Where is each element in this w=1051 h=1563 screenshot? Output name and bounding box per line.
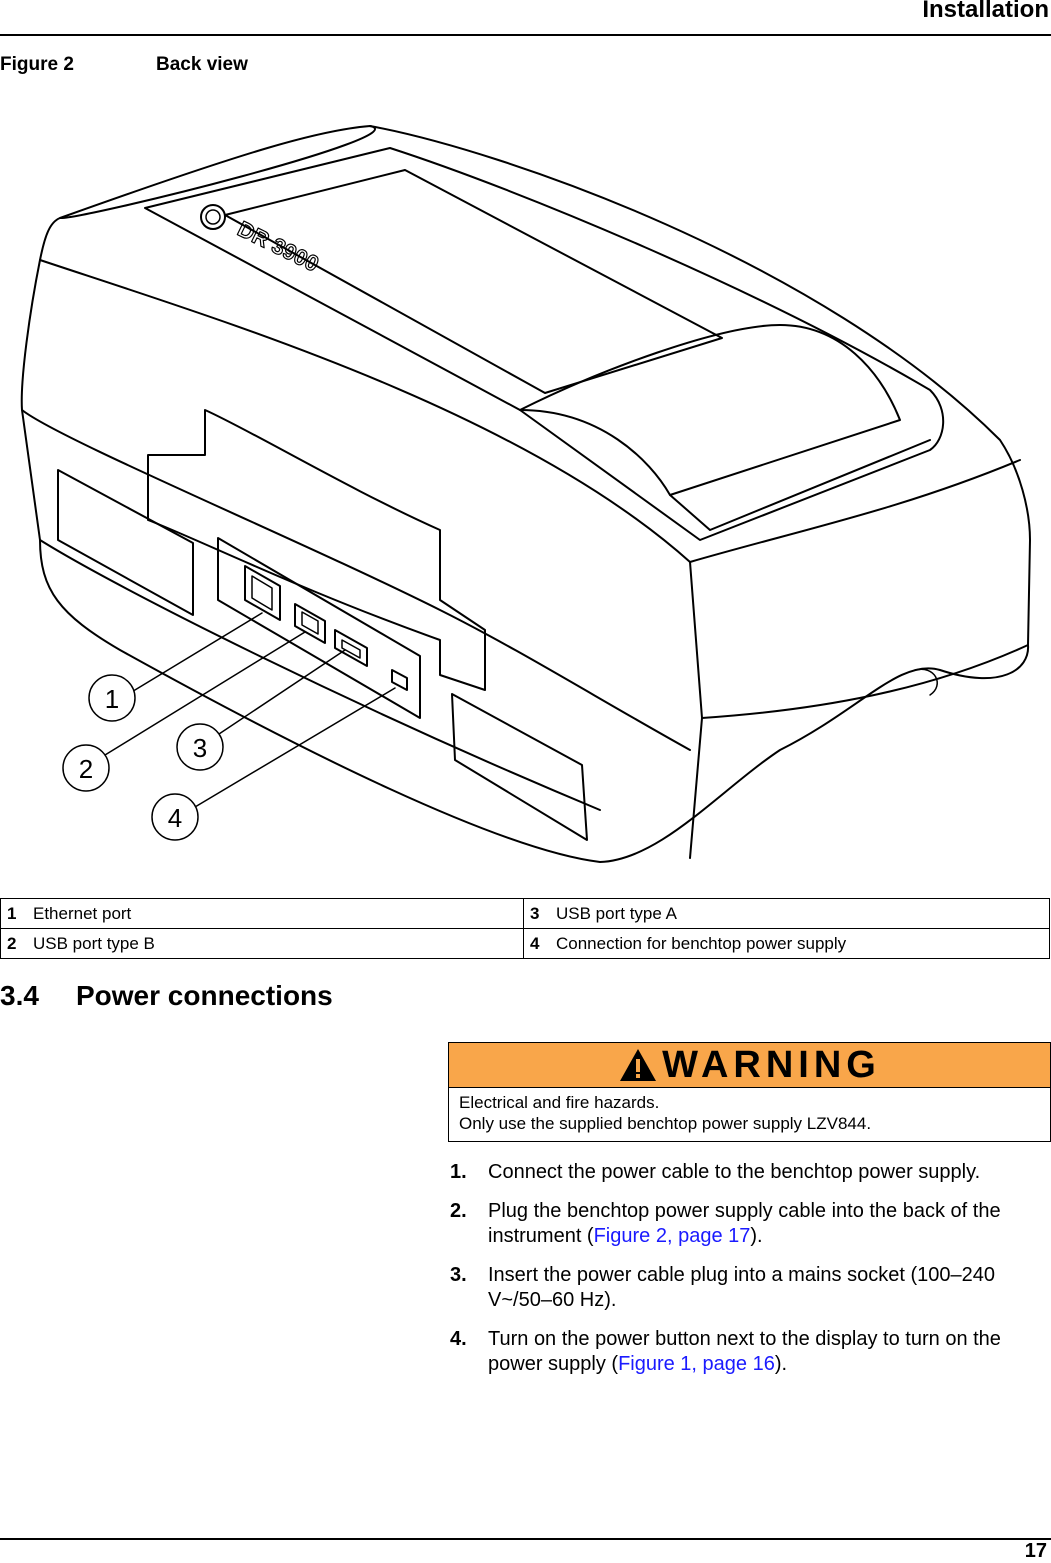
procedure-step bbox=[448, 1160, 1048, 1185]
procedure-steps bbox=[448, 1160, 1048, 1391]
warning-heading: WARNING bbox=[662, 1043, 881, 1086]
usb-a-port-icon bbox=[335, 630, 367, 666]
right-vent bbox=[452, 694, 587, 840]
legend-label: USB port type A bbox=[550, 899, 1050, 929]
warning-body bbox=[449, 1088, 1050, 1134]
power-button-icon bbox=[201, 205, 225, 229]
callout-3-label: 3 bbox=[192, 733, 208, 763]
header-rule bbox=[0, 34, 1051, 36]
figure-title: Back view bbox=[156, 54, 248, 75]
procedure-step bbox=[448, 1263, 1048, 1313]
display-screen bbox=[225, 170, 722, 393]
section-number: 3.4 bbox=[0, 980, 39, 1011]
warning-triangle-icon bbox=[618, 1047, 658, 1083]
callout-1-label: 1 bbox=[104, 684, 120, 714]
page-number: 17 bbox=[1024, 1540, 1047, 1562]
page-header-title: Installation bbox=[922, 0, 1049, 23]
step-text: Insert the power cable plug into a mains socket (100–240 V~/50–60 Hz). bbox=[488, 1264, 995, 1311]
step-text-end: ). bbox=[774, 1353, 788, 1375]
figure-1-link[interactable]: Figure 1, page 16 bbox=[618, 1353, 775, 1375]
figure-number: Figure 2 bbox=[0, 54, 74, 75]
power-jack-icon bbox=[392, 670, 407, 690]
instrument-body-outline bbox=[22, 126, 1030, 862]
step-number: 1. bbox=[450, 1161, 467, 1183]
figure-2-link[interactable]: Figure 2, page 17 bbox=[593, 1225, 751, 1247]
step-number: 4. bbox=[450, 1328, 467, 1350]
legend-label: Ethernet port bbox=[27, 899, 524, 929]
step-number: 3. bbox=[450, 1264, 467, 1286]
callout-3 bbox=[177, 724, 223, 770]
callout-2 bbox=[63, 745, 109, 791]
footer-rule bbox=[0, 1538, 1051, 1540]
legend-label: Connection for benchtop power supply bbox=[550, 929, 1050, 959]
display-bezel bbox=[145, 148, 943, 540]
warning-header bbox=[449, 1043, 1050, 1088]
legend-number: 2 bbox=[1, 929, 28, 959]
warning-line-2: Only use the supplied benchtop power supply LZV844. bbox=[459, 1114, 872, 1133]
legend-row bbox=[1, 899, 1050, 929]
procedure-step bbox=[448, 1199, 1048, 1249]
step-text-end: ). bbox=[750, 1225, 763, 1247]
section-title: Power connections bbox=[76, 980, 333, 1011]
cuvette-lid bbox=[520, 325, 900, 495]
warning-box bbox=[448, 1042, 1051, 1142]
rear-panel-recess bbox=[148, 410, 485, 690]
warning-line-1: Electrical and fire hazards. bbox=[459, 1093, 660, 1112]
callout-2-label: 2 bbox=[78, 754, 94, 784]
step-text: Plug the benchtop power supply cable into the back of the instrument ( bbox=[488, 1200, 1001, 1247]
legend-label: USB port type B bbox=[27, 929, 524, 959]
figure-legend-table bbox=[0, 898, 1050, 959]
step-text: Connect the power cable to the benchtop power supply. bbox=[488, 1161, 981, 1183]
step-text: Turn on the power button next to the display to turn on the power supply ( bbox=[488, 1328, 1001, 1375]
usb-b-port-icon bbox=[295, 604, 325, 643]
callout-4 bbox=[152, 794, 198, 840]
legend-row bbox=[1, 929, 1050, 959]
step-number: 2. bbox=[450, 1200, 467, 1222]
left-vent bbox=[58, 470, 193, 615]
legend-number: 1 bbox=[1, 899, 28, 929]
procedure-step bbox=[448, 1327, 1048, 1377]
model-label: DR 3900 bbox=[233, 216, 323, 277]
legend-number: 3 bbox=[524, 899, 551, 929]
legend-number: 4 bbox=[524, 929, 551, 959]
callout-1 bbox=[89, 675, 135, 721]
instrument-back-view-illustration bbox=[0, 110, 1051, 890]
callout-4-label: 4 bbox=[167, 803, 183, 833]
